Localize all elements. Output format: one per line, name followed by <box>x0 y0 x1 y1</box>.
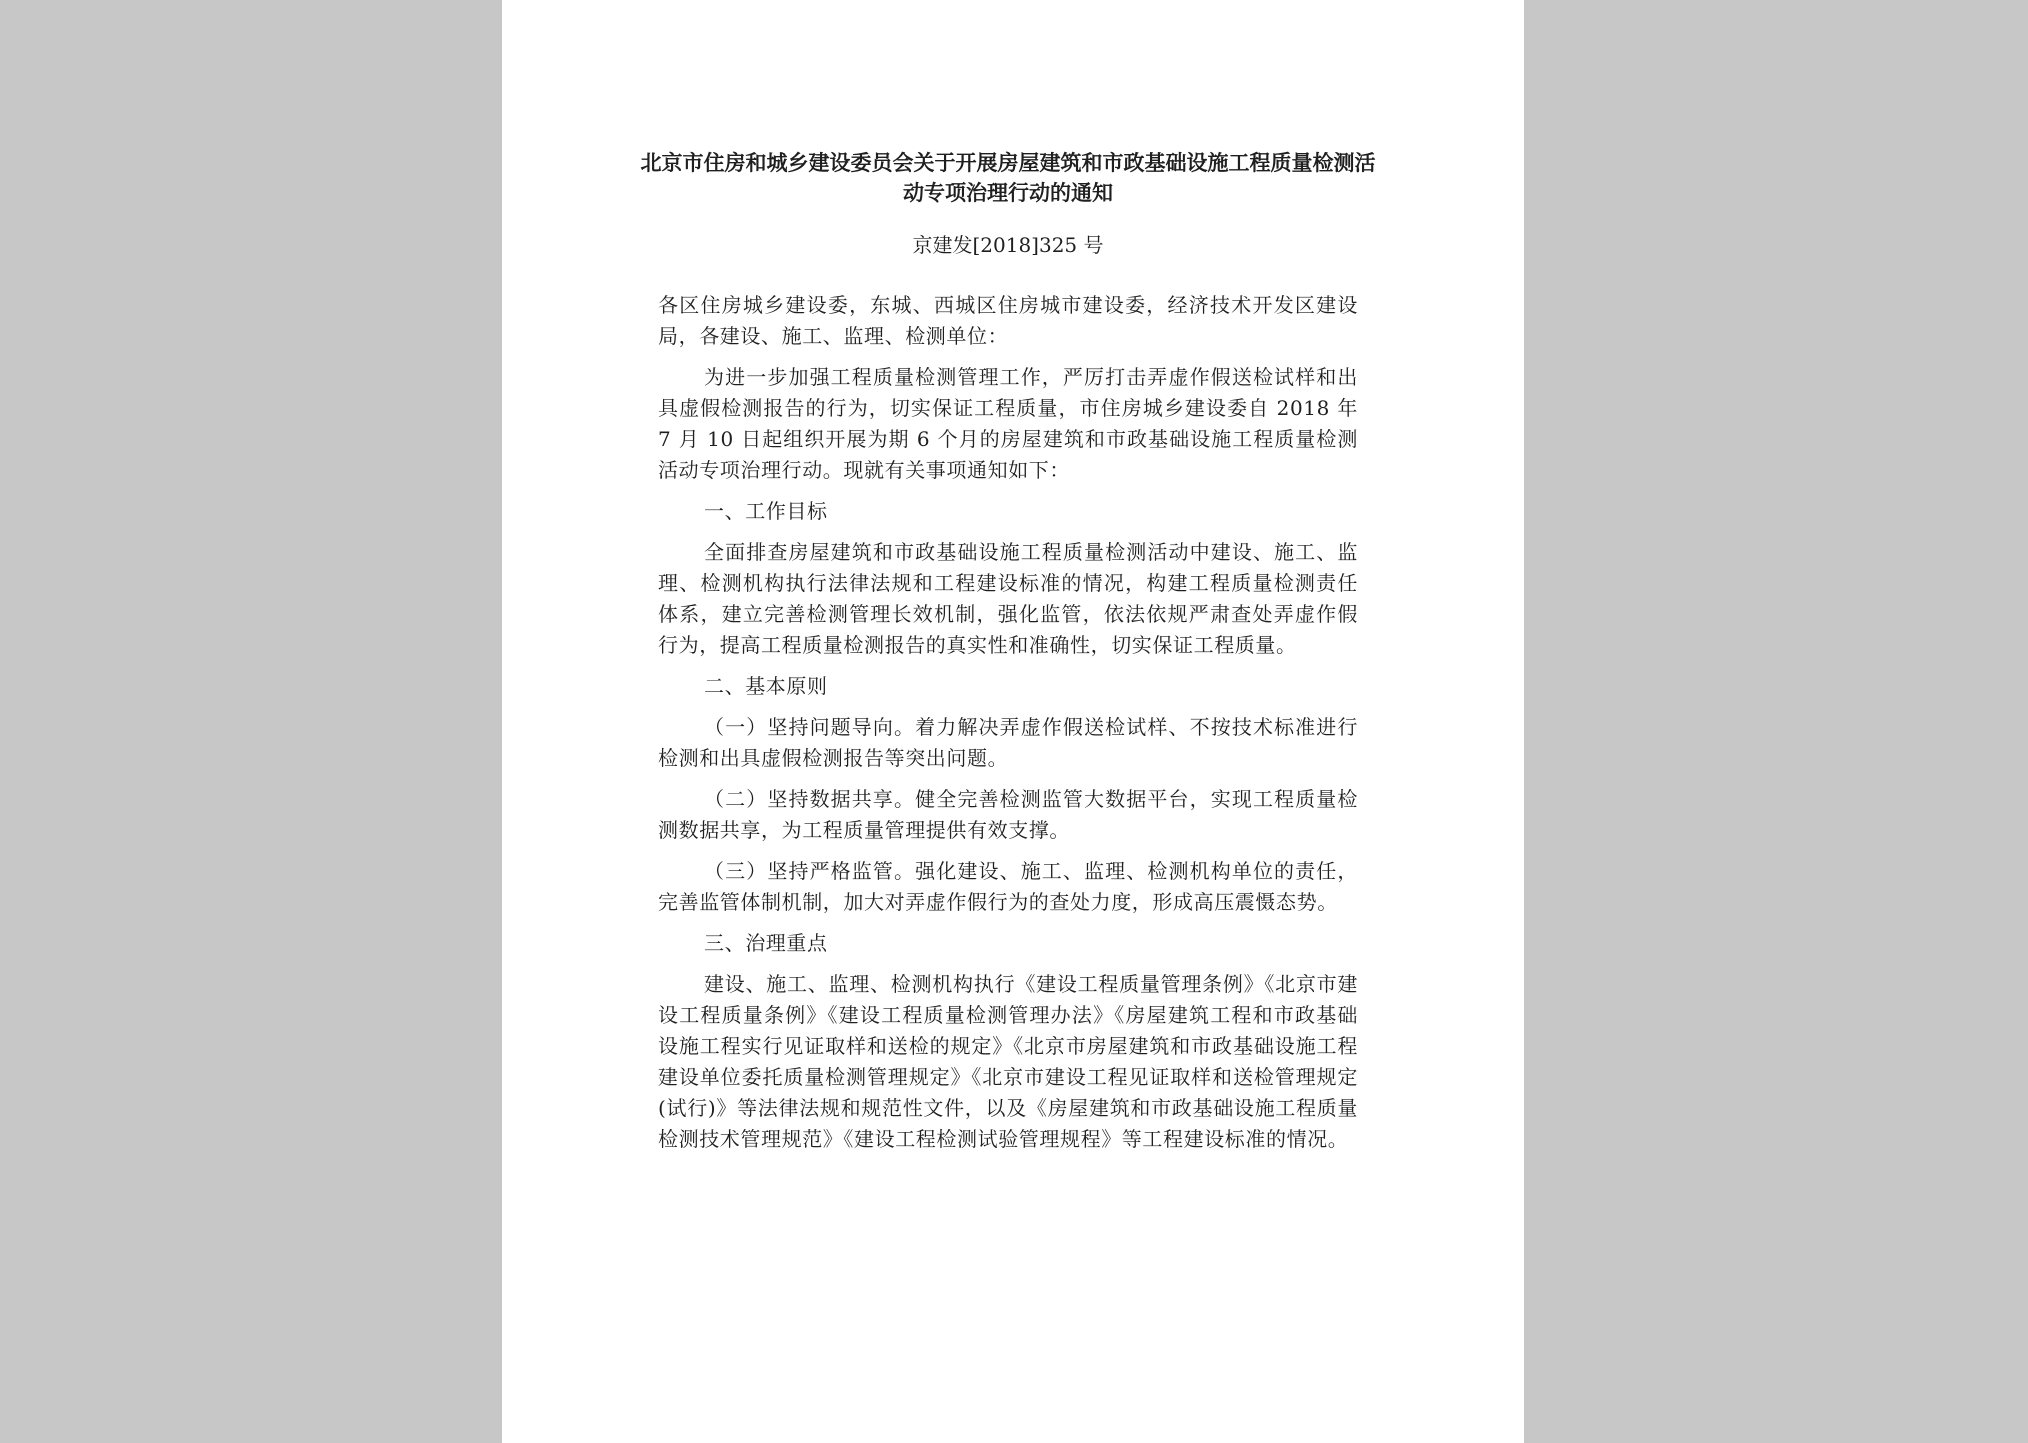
principle-2-paragraph: （二）坚持数据共享。健全完善检测监管大数据平台，实现工程质量检测数据共享，为工程质量管理提供有效支撑。 <box>658 787 1358 842</box>
section-2-heading: 二、基本原则 <box>704 674 828 698</box>
section-1-heading: 一、工作目标 <box>704 499 828 523</box>
section-3-body: 建设、施工、监理、检测机构执行《建设工程质量管理条例》《北京市建设工程质量条例》《建设工程质量检测管理办法》《房屋建筑工程和市政基础设施工程实行见证取样和送检的规定》《北京市房屋建筑和市政基础设施工程建设单位委托质量检测管理规定》《北京市建设工程见证取样和送检管理规定(试行)》等法律法规和规范性文件，以及《房屋建筑和市政基础设施工程质量检测技术管理规范》《建设工程检测试验管理规程》等工程建设标准的情况。 <box>658 972 1358 1151</box>
page-content <box>640 148 1376 1165</box>
document-title: 北京市住房和城乡建设委员会关于开展房屋建筑和市政基础设施工程质量检测活动专项治理行动的通知 <box>640 151 1376 205</box>
intro-paragraph: 为进一步加强工程质量检测管理工作，严厉打击弄虚作假送检试样和出具虚假检测报告的行为，切实保证工程质量，市住房城乡建设委自 2018 年 7 月 10 日起组织开展为期 6 个月的房屋建筑和市政基础设施工程质量检测活动专项治理行动。现就有关事项通知如下： <box>658 365 1358 482</box>
recipients-paragraph: 各区住房城乡建设委，东城、西城区住房城市建设委，经济技术开发区建设局，各建设、施工、监理、检测单位： <box>658 293 1358 348</box>
section-1-body: 全面排查房屋建筑和市政基础设施工程质量检测活动中建设、施工、监理、检测机构执行法律法规和工程建设标准的情况，构建工程质量检测责任体系，建立完善检测管理长效机制，强化监管，依法依规严肃查处弄虚作假行为，提高工程质量检测报告的真实性和准确性，切实保证工程质量。 <box>658 540 1358 657</box>
document-number: 京建发[2018]325 号 <box>912 233 1104 257</box>
section-3-heading: 三、治理重点 <box>704 931 828 955</box>
principle-3-paragraph: （三）坚持严格监管。强化建设、施工、监理、检测机构单位的责任，完善监管体制机制，加大对弄虚作假行为的查处力度，形成高压震慑态势。 <box>658 859 1358 914</box>
principle-1-paragraph: （一）坚持问题导向。着力解决弄虚作假送检试样、不按技术标准进行检测和出具虚假检测报告等突出问题。 <box>658 715 1358 770</box>
document-page <box>502 0 1524 1443</box>
